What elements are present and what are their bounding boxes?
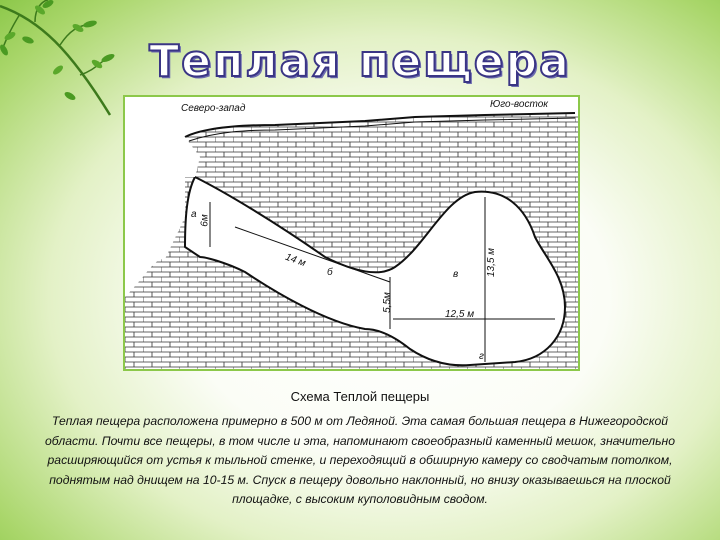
description-text: Теплая пещера расположена примерно в 500 м от Ледяной. Эта самая большая пещера в Нижегородской области. Почти все пещеры, в том числе и эта, напоминают своеобразный каменный мешок, значительно расширяющийся от устья к тыльной стенке, и переходящий в обширную камеру со сводчатым потолком, поднятым над днищем на 10-15 м. Спуск в пещеру довольно наклонный, но внизу оказываешься на плоской площадке, с высоким куполовидным сводом. — [44, 414, 676, 507]
dimension-13-5m-label: 13,5 м — [486, 247, 498, 278]
slide-title: Теплая пещера — [149, 36, 571, 87]
cave-cross-section — [125, 97, 578, 369]
dimension-12-5m-label: 12,5 м — [445, 309, 475, 320]
dimension-5-5m-label: 5,5м — [381, 292, 393, 313]
cave-diagram — [123, 95, 580, 371]
diagram-caption: Схема Теплой пещеры — [290, 389, 430, 404]
point-g-label: г — [479, 351, 484, 362]
dimension-14m-label: 14 м — [283, 251, 308, 270]
dimension-6m-label: 6м — [199, 214, 211, 227]
direction-northwest-label: Северо-запад — [181, 103, 246, 114]
point-b-label: б — [327, 267, 333, 278]
direction-southeast-label: Юго-восток — [490, 99, 548, 110]
point-v-label: в — [453, 269, 459, 280]
point-a-label: а — [191, 209, 197, 220]
